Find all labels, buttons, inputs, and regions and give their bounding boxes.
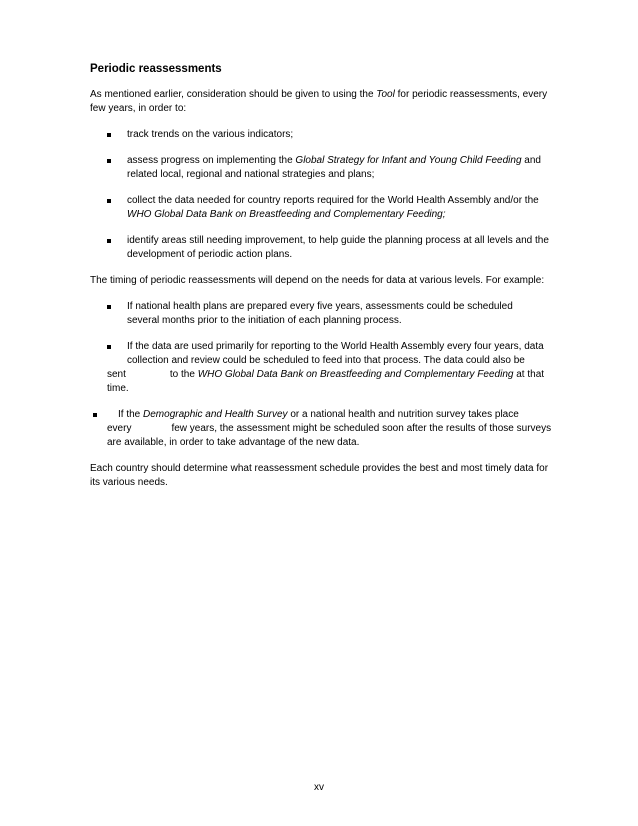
- example-survey-line1-post: or a national health and nutrition survey takes place: [287, 409, 519, 420]
- document-page: [90, 62, 560, 502]
- example-wha-line3-post: at that: [513, 369, 545, 380]
- list-item: [90, 408, 560, 450]
- square-bullet-icon: [107, 239, 111, 243]
- example-plans-line1: If national health plans are prepared every five years, assessments could be scheduled: [127, 301, 513, 312]
- square-bullet-icon: [107, 305, 111, 309]
- purpose-collect-pre: collect the data needed for country reports required for the World Health Assembly and/or the: [127, 195, 539, 206]
- example-wha-line3-mid: to the: [169, 369, 198, 380]
- example-plans-line2: several months prior to the initiation of each planning process.: [127, 315, 402, 326]
- example-survey-line2-post: few years, the assessment might be scheduled soon after the results of those surveys: [171, 423, 552, 434]
- example-survey-line3: are available, in order to take advantage of the new data.: [107, 437, 360, 448]
- list-item: [90, 300, 560, 328]
- example-survey-line1-italic: Demographic and Health Survey: [143, 409, 288, 420]
- example-wha-line2: collection and review could be scheduled to feed into that process. The data could also be: [127, 355, 525, 366]
- purpose-identify-text: identify areas still needing improvement, to help guide the planning process at all levels and the development of periodic action plans.: [127, 235, 549, 260]
- purpose-track-text: track trends on the various indicators;: [127, 129, 294, 140]
- purpose-collect-italic: WHO Global Data Bank on Breastfeeding and Complementary Feeding;: [127, 209, 446, 220]
- example-survey-every: every: [107, 423, 132, 434]
- intro-paragraph: [90, 88, 560, 116]
- purpose-assess-post: and related local, regional and national strategies and plans;: [127, 155, 541, 180]
- square-bullet-icon: [107, 199, 111, 203]
- square-bullet-icon: [93, 413, 97, 417]
- list-item: [90, 340, 560, 396]
- purpose-assess-italic: Global Strategy for Infant and Young Child Feeding: [295, 155, 522, 166]
- square-bullet-icon: [107, 159, 111, 163]
- example-wha-line4: time.: [107, 383, 129, 394]
- purpose-list: [90, 128, 560, 262]
- list-item: [90, 128, 560, 142]
- example-survey-line1-pre: If the: [118, 409, 144, 420]
- timing-paragraph: The timing of periodic reassessments will depend on the needs for data at various levels. For example:: [90, 275, 545, 286]
- page-number: xv: [314, 782, 324, 793]
- example-wha-line3-italic: WHO Global Data Bank on Breastfeeding and Complementary Feeding: [197, 369, 514, 380]
- example-list: [90, 300, 560, 450]
- purpose-assess-pre: assess progress on implementing the: [127, 155, 296, 166]
- example-wha-sent: sent: [107, 369, 126, 380]
- list-item: [90, 194, 560, 222]
- example-wha-line1: If the data are used primarily for reporting to the World Health Assembly every four years, data: [127, 341, 544, 352]
- section-heading: Periodic reassessments: [90, 63, 222, 75]
- closing-paragraph: Each country should determine what reassessment schedule provides the best and most timely data for its various needs.: [90, 463, 549, 488]
- square-bullet-icon: [107, 133, 111, 137]
- list-item: [90, 234, 560, 262]
- square-bullet-icon: [107, 345, 111, 349]
- intro-tool-italic: Tool: [376, 89, 395, 100]
- intro-text-pre: As mentioned earlier, consideration should be given to using the: [90, 89, 377, 100]
- intro-text-post: for periodic reassessments, every few years, in order to:: [90, 89, 548, 114]
- list-item: [90, 154, 560, 182]
